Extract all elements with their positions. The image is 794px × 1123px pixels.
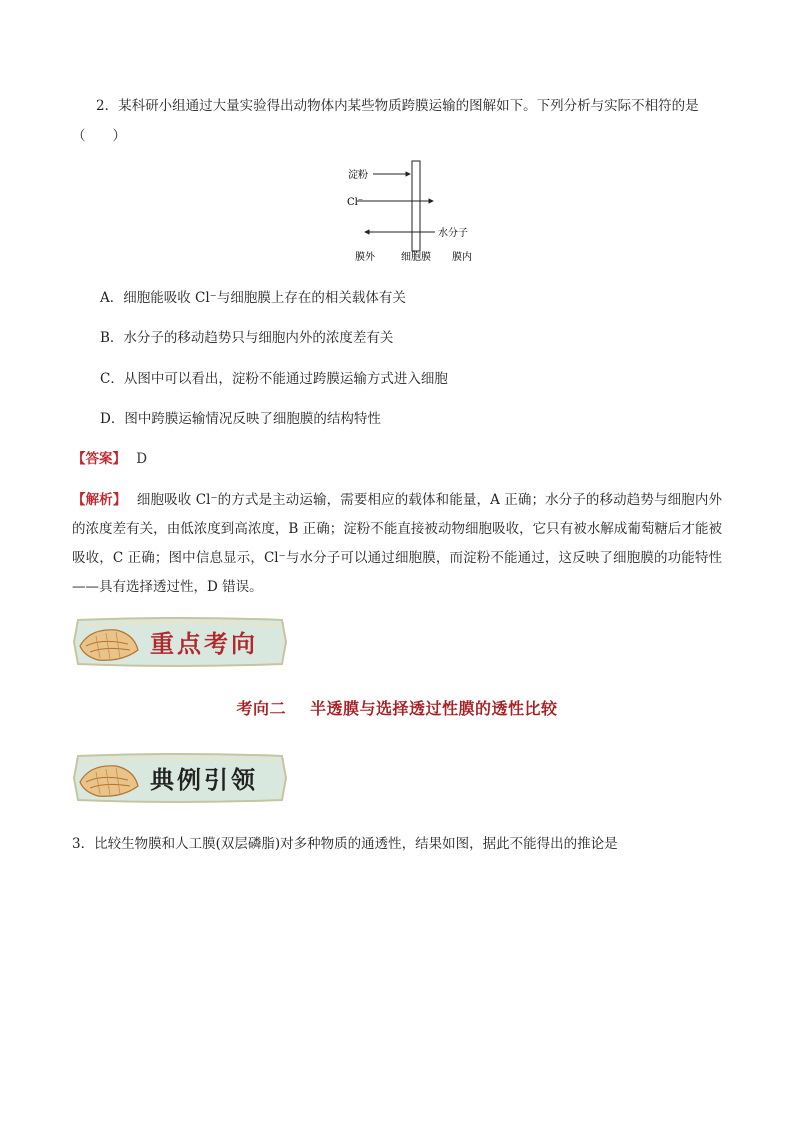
water-label: 水分子 xyxy=(438,228,468,239)
option-b: B．水分子的移动趋势只与细胞内外的浓度差有关 xyxy=(100,330,394,346)
answer-value: D xyxy=(136,451,148,467)
cl-label: Cl⁻ xyxy=(347,197,364,208)
question-3-stem: 3．比较生物膜和人工膜(双层磷脂)对多种物质的通透性，结果如图，据此不能得出的推论是 xyxy=(72,836,618,852)
membrane-label: 细胞膜 xyxy=(401,252,431,263)
typical-example-banner xyxy=(72,752,288,804)
membrane-transport-diagram xyxy=(335,158,495,266)
outside-label: 膜外 xyxy=(355,252,375,263)
answer-line xyxy=(72,447,147,467)
option-a: A．细胞能吸收 Cl⁻与细胞膜上存在的相关载体有关 xyxy=(100,290,406,306)
inside-label: 膜内 xyxy=(452,252,472,263)
starch-label: 淀粉 xyxy=(348,170,368,181)
section-title xyxy=(0,696,794,719)
key-direction-banner xyxy=(72,616,288,668)
analysis-label: 【解析】 xyxy=(72,492,127,508)
banner1-text: 重点考向 xyxy=(150,629,258,658)
banner2-text: 典例引领 xyxy=(150,765,258,794)
analysis-paragraph xyxy=(72,486,722,602)
cell-membrane-bar xyxy=(412,161,420,251)
option-d: D．图中跨膜运输情况反映了细胞膜的结构特性 xyxy=(100,411,381,427)
question-2-stem-line1: 2．某科研小组通过大量实验得出动物体内某些物质跨膜运输的图解如下。下列分析与实际不相符的是 xyxy=(96,98,699,114)
question-2-stem-line2: （ ） xyxy=(72,128,126,144)
answer-label: 【答案】 xyxy=(72,451,126,467)
option-c: C．从图中可以看出，淀粉不能通过跨膜运输方式进入细胞 xyxy=(100,371,448,387)
section-heading: 半透膜与选择透过性膜的透性比较 xyxy=(310,699,558,718)
analysis-text: 细胞吸收 Cl⁻的方式是主动运输，需要相应的载体和能量，A 正确；水分子的移动趋势与细胞内外的浓度差有关，由低浓度到高浓度，B 正确；淀粉不能直接被动物细胞吸收，它只有被水解成葡萄糖后才能被吸收，C 正确；图中信息显示，Cl⁻与水分子可以通过细胞膜，而淀粉不能通过，这反映了细胞膜的功能特性——具有选择透过性，D 错误。 xyxy=(72,492,723,595)
section-label: 考向二 xyxy=(236,699,286,718)
